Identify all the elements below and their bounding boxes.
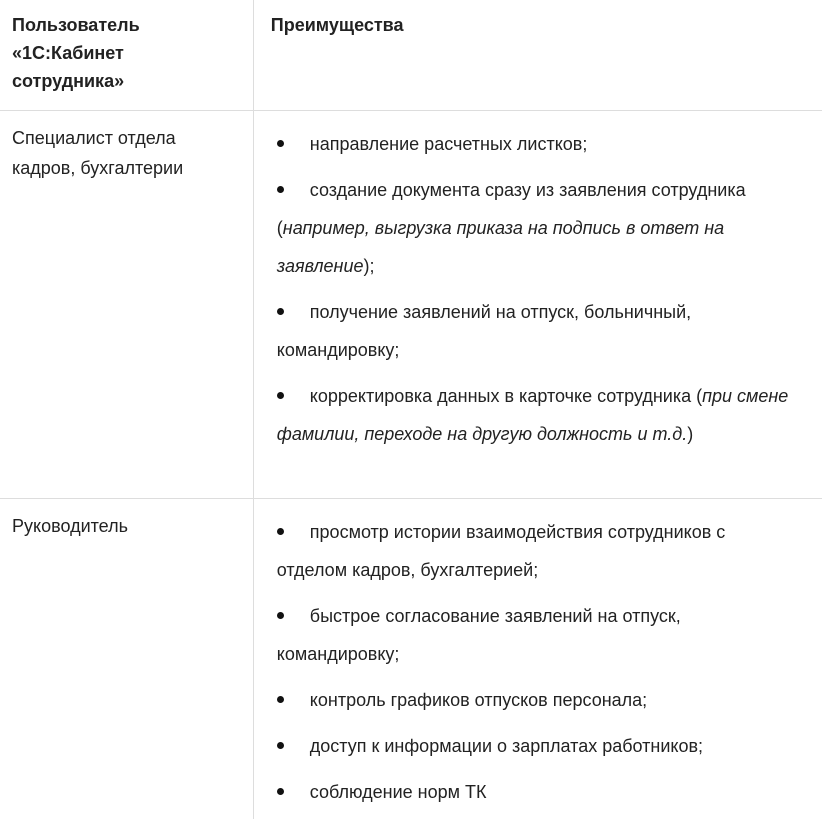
table-header-row	[0, 0, 822, 110]
item-text: просмотр истории взаимодействия сотрудников с отделом кадров, бухгалтерией;	[276, 521, 726, 580]
list-item	[277, 513, 800, 589]
list-item	[277, 597, 800, 673]
item-text: быстрое согласование заявлений на отпуск, командировку;	[276, 605, 681, 664]
user-label-line: Руководитель	[12, 515, 128, 536]
user-cell	[0, 498, 253, 819]
item-text: создание документа сразу из заявления сотрудника (	[276, 179, 746, 238]
item-text: соблюдение норм ТК	[309, 781, 487, 802]
item-text-end: );	[363, 255, 375, 276]
bullet-icon	[277, 612, 284, 619]
item-text: получение заявлений на отпуск, больничный, командировку;	[276, 301, 692, 360]
header-adv-cell	[253, 0, 822, 110]
user-label	[0, 499, 253, 541]
header-user-cell	[0, 0, 253, 110]
item-text-end: )	[687, 423, 694, 444]
header-user-label	[0, 0, 253, 95]
item-text: направление расчетных листков;	[309, 133, 588, 154]
list-item	[277, 377, 800, 453]
header-user-line: «1С:Кабинет	[12, 43, 124, 63]
advantages-list	[254, 111, 822, 453]
bullet-icon	[277, 308, 284, 315]
user-cell	[0, 110, 253, 498]
advantages-cell	[253, 110, 822, 498]
bullet-icon	[277, 742, 284, 749]
advantages-list	[254, 499, 822, 811]
user-label	[0, 111, 253, 183]
bullet-icon	[277, 392, 284, 399]
header-user-line: Пользователь	[12, 15, 140, 35]
item-text: корректировка данных в карточке сотрудника (	[309, 385, 703, 406]
table-row	[0, 110, 822, 498]
list-item	[277, 125, 800, 163]
table-row	[0, 498, 822, 819]
list-item	[277, 293, 800, 369]
list-item	[277, 773, 800, 811]
bullet-icon	[277, 186, 284, 193]
item-text: доступ к информации о зарплатах работников;	[309, 735, 704, 756]
bullet-icon	[277, 140, 284, 147]
advantages-cell	[253, 498, 822, 819]
bullet-icon	[277, 696, 284, 703]
item-note: например, выгрузка приказа на подпись в ответ на заявление	[276, 217, 725, 276]
item-note: при смене фамилии, переходе на другую должность и т.д.	[276, 385, 789, 444]
user-label-line: кадров, бухгалтерии	[12, 157, 184, 178]
user-label-line: Специалист отдела	[12, 127, 176, 148]
list-item	[277, 171, 800, 285]
item-text: контроль графиков отпусков персонала;	[309, 689, 648, 710]
list-item	[277, 681, 800, 719]
header-user-line: сотрудника»	[12, 71, 125, 91]
list-item	[277, 727, 800, 765]
bullet-icon	[277, 528, 284, 535]
bullet-icon	[277, 788, 284, 795]
header-adv-label: Преимущества	[270, 15, 404, 35]
